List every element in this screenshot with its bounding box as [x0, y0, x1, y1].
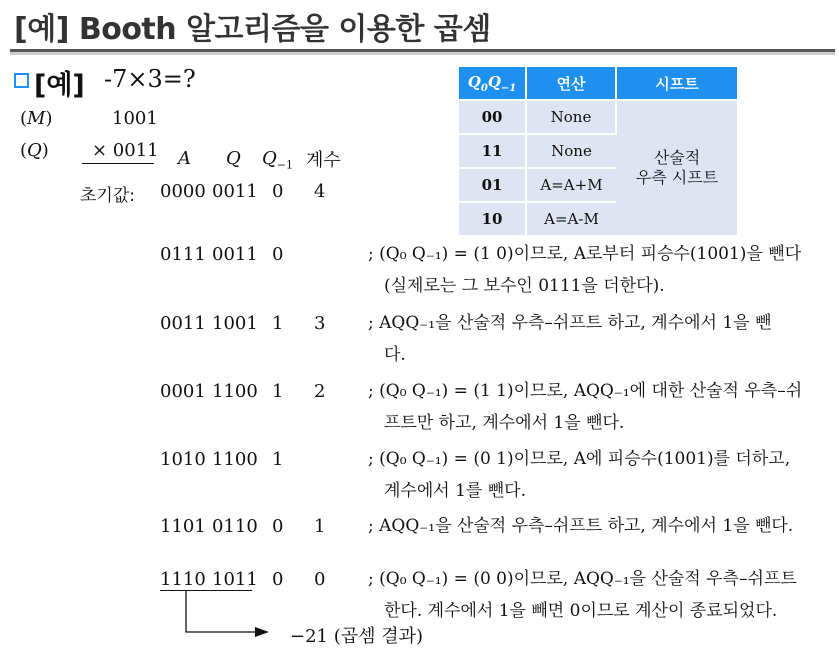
- step-note-line: 한다. 계수에서 1을 빼면 0이므로 계산이 종료되었다.: [384, 601, 778, 621]
- result-text: −21 (곱셈 결과): [290, 626, 424, 647]
- booth-operation-table: [459, 67, 737, 235]
- table-cell-op: A=A-M: [526, 202, 616, 235]
- step-count: 3: [314, 313, 326, 334]
- step-q-minus1: 0: [272, 516, 284, 537]
- register-m-value: 1001: [112, 108, 158, 129]
- table-header-q0q-1: $Q_0Q_{-1}$: [459, 67, 526, 100]
- step-a: 1101: [160, 516, 206, 537]
- init-a: 0000: [160, 181, 206, 202]
- step-note-line: ; (Q₀ Q₋₁) = (0 1)이므로, A에 피승수(1001)를 더하고,: [368, 449, 791, 469]
- init-count: 4: [314, 181, 326, 202]
- table-cell-bits: 11: [459, 134, 526, 168]
- step-a: 1110: [160, 569, 206, 590]
- title-divider-shadow: [10, 52, 835, 55]
- table-cell-op: None: [526, 134, 616, 168]
- table-cell-op: A=A+M: [526, 168, 616, 202]
- header-a: A: [178, 148, 191, 169]
- step-a: 0111: [160, 244, 206, 265]
- step-q-minus1: 0: [272, 569, 284, 590]
- step-q-minus1: 1: [272, 381, 284, 402]
- step-q: 1100: [212, 381, 258, 402]
- result-arrow-icon: [185, 590, 275, 640]
- table-cell-shift: 산술적 우측 시프트: [616, 100, 737, 235]
- init-q-minus1: 0: [272, 181, 284, 202]
- example-label: [예]: [34, 70, 85, 101]
- step-count: 0: [314, 569, 326, 590]
- step-note-line: ; (Q₀ Q₋₁) = (1 1)이므로, AQQ₋₁에 대한 산술적 우측–쉬: [368, 381, 803, 401]
- multiplication-underline: [82, 163, 154, 164]
- step-note-line: 프트만 하고, 계수에서 1을 뺀다.: [384, 413, 625, 433]
- step-a: 0001: [160, 381, 206, 402]
- register-q-label: (Q): [20, 140, 49, 161]
- table-cell-bits: 01: [459, 168, 526, 202]
- step-q-minus1: 1: [272, 449, 284, 470]
- init-q: 0011: [212, 181, 258, 202]
- step-note-line: 계수에서 1를 뺀다.: [384, 481, 526, 501]
- step-q-minus1: 1: [272, 313, 284, 334]
- step-note-line: 다.: [384, 345, 406, 365]
- table-header-shift: 시프트: [616, 67, 737, 100]
- step-q: 0110: [212, 516, 258, 537]
- page-title: [예] Booth 알고리즘을 이용한 곱셈: [14, 12, 491, 47]
- step-q: 1011: [212, 569, 258, 590]
- step-note-line: ; (Q₀ Q₋₁) = (1 0)이므로, A로부터 피승수(1001)을 뺀다: [368, 244, 802, 264]
- step-a: 1010: [160, 449, 206, 470]
- step-note-line: ; AQQ₋₁을 산술적 우측–쉬프트 하고, 계수에서 1을 뺀다.: [368, 516, 794, 536]
- step-count: 2: [314, 381, 326, 402]
- header-count: 계수: [306, 150, 341, 171]
- step-note-line: ; AQQ₋₁을 산술적 우측–쉬프트 하고, 계수에서 1을 뺀: [368, 313, 772, 333]
- step-count: 1: [314, 516, 326, 537]
- square-bullet-icon: [14, 73, 29, 88]
- step-note-line: (실제로는 그 보수인 0111을 더한다).: [384, 276, 665, 296]
- table-cell-bits: 10: [459, 202, 526, 235]
- step-q-minus1: 0: [272, 244, 284, 265]
- init-label: 초기값:: [80, 186, 135, 206]
- step-q: 1100: [212, 449, 258, 470]
- table-cell-op: None: [526, 100, 616, 134]
- step-a: 0011: [160, 313, 206, 334]
- step-q: 1001: [212, 313, 258, 334]
- header-q: Q: [226, 148, 241, 169]
- header-q-minus1: $Q_{-1}$: [262, 148, 293, 172]
- step-note-line: ; (Q₀ Q₋₁) = (0 0)이므로, AQQ₋₁을 산술적 우측–쉬프트: [368, 569, 797, 589]
- step-q: 0011: [212, 244, 258, 265]
- example-expression: -7×3=?: [104, 65, 196, 93]
- table-cell-bits: 00: [459, 100, 526, 134]
- table-header-operation: 연산: [526, 67, 616, 100]
- table-row: [459, 100, 737, 134]
- register-m-label: (M): [20, 108, 53, 129]
- register-q-value: × 0011: [92, 140, 159, 161]
